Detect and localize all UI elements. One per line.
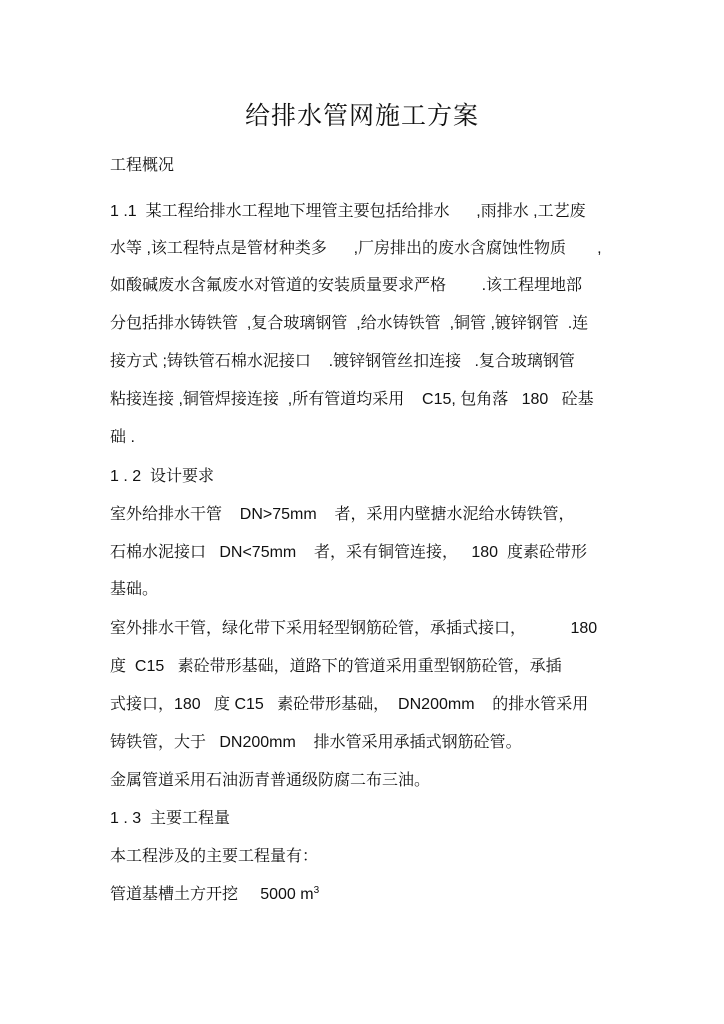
quantity-text: 管道基槽土方开挖 5000 m	[110, 886, 314, 903]
paragraph-line: 本工程涉及的主要工程量有：	[110, 848, 319, 865]
section-heading-design: 1 . 2 设计要求	[110, 468, 215, 485]
paragraph-line: 基础。	[110, 581, 159, 598]
paragraph-line: 铸铁管，大于 DN200mm 排水管采用承插式钢筋砼管。	[110, 734, 522, 751]
paragraph-line: 金属管道采用石油沥青普通级防腐二布三油。	[110, 772, 431, 789]
paragraph-line: 室外排水干管，绿化带下采用轻型钢筋砼管，承插式接口， 180	[110, 620, 598, 637]
document-title: 给排水管网施工方案	[244, 102, 479, 130]
section-heading-quantities: 1 . 3 主要工程量	[110, 810, 231, 827]
paragraph-line: 度 C15 素砼带形基础，道路下的管道采用重型钢筋砼管，承插	[110, 658, 562, 675]
superscript: 3	[313, 885, 320, 896]
paragraph-line: 1 .1 某工程给排水工程地下埋管主要包括给排水 ,雨排水 ,工艺废	[110, 203, 586, 220]
paragraph-line: 分包括排水铸铁管 ,复合玻璃钢管 ,给水铸铁管 ,铜管 ,镀锌钢管 .连	[110, 315, 589, 332]
paragraph-line: 室外给排水干管 DN>75mm 者，采用内壁搪水泥给水铸铁管，	[110, 506, 575, 523]
paragraph-line: 石棉水泥接口 DN<75mm 者，采有铜管连接， 180 度素砼带形	[110, 544, 587, 561]
paragraph-line: 式接口，180 度 C15 素砼带形基础， DN200mm 的排水管采用	[110, 696, 589, 713]
section-heading-overview: 工程概况	[110, 157, 175, 174]
paragraph-line: 水等 ,该工程特点是管材种类多 ,厂房排出的废水含腐蚀性物质 ,	[110, 240, 602, 257]
paragraph-line: 粘接连接 ,铜管焊接连接 ,所有管道均采用 C15, 包角落 180 砼基	[110, 391, 594, 408]
quantity-line	[110, 885, 319, 905]
paragraph-line: 接方式 ;铸铁管石棉水泥接口 .镀锌钢管丝扣连接 .复合玻璃钢管	[110, 353, 575, 370]
paragraph-line: 础 .	[110, 429, 135, 446]
paragraph-line: 如酸碱废水含氟废水对管道的安装质量要求严格 .该工程埋地部	[110, 277, 583, 294]
